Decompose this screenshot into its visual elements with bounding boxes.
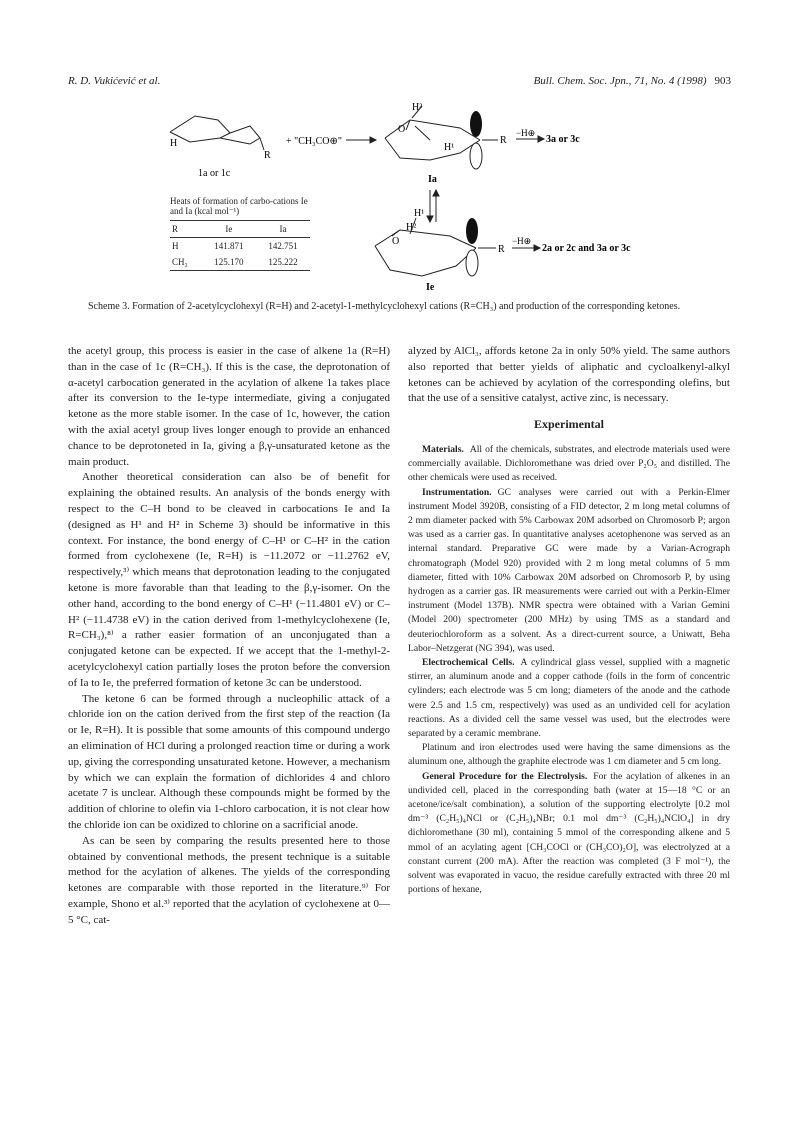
run-in-head: Instrumentation.: [422, 486, 492, 498]
paragraph-procedure: [408, 770, 730, 898]
scheme-label-ia: Ia: [428, 174, 437, 185]
paragraph: As can be seen by comparing the results presented here to those obtained by conventional methods, the present technique is a suitable method for the acylation of alkenes. The yields of the corresponding ketones are comparable with those reported in the literature.⁹⁾ For example, Shono et al.³⁾ reported that the acylation of cyclohexene at 0—5 °C, cat-: [68, 834, 390, 926]
paragraph-text: For the acylation of alkenes in an undivided cell, placed in the corresponding bath (water at 15—18 °C or an acetone/ice/salt combination), a solution of the supporting electrolyte [0.2 mol dm⁻³ (C₂H₅)₄NCl or (C₂H₅)₄NBr; 0.1 mol dm⁻³ (C₂H₅)₄NClO₄] in dry dichloromethane (30 ml), containing 5 mmol of the corresponding alkene and 5 mmol of an acylating agent [CH₃COCl or (CH₃CO)₂O], was electrolyzed at a constant current (200 mA). After the reaction was completed (3 F mol⁻¹), the solvent was evaporated in vacuo, the residue carefully extracted with three 20 ml portions of hexane,: [408, 770, 730, 896]
page-number: 903: [714, 75, 731, 87]
equilibrium-arrows: [427, 190, 439, 222]
table-row: [170, 238, 310, 255]
running-header-journal: [534, 75, 731, 87]
heat-col-r: R: [172, 224, 179, 234]
paragraph: Another theoretical consideration can also be of benefit for explaining the obtained results. An analysis of the bonds energy with respect to the C–H bond to be cleaved in carbocations Ie and Ia (designed as H¹ and H² in Scheme 3) should be informative in this context. For instance, the bond energy of C–H¹ or C–H² in the cation formed from cyclohexene (Ie, R=H) is −11.2072 or −11.2762 eV, respectively,³⁾ which means that deprotonation leading to the conjugated ketone is more favorable than that leading to the β,γ-isomer. On the other hand, according to the bond energy of C–H¹ (−11.4801 eV) or C–H² (−11.4738 eV) in the cation derived from 1-methylcyclohexene (Ie, R=CH₃),⁸⁾ a rather easier formation of an unconjugated than a conjugated ketone can be expected. If we accept that the 1-methyl-2-acetylcyclohexyl cation partially loses the proton before the conversion of Ia to Ie, the preferred formation of ketone 3c can be understood.: [68, 471, 390, 689]
section-heading-experimental: Experimental: [534, 417, 604, 432]
scheme-product-top: 3a or 3c: [546, 134, 580, 145]
scheme-label-h2-top: H²: [412, 102, 423, 113]
paragraph: alyzed by AlCl₃, affords ketone 2a in only 50% yield. The same authors also reported that better yields of aliphatic and cycloalkenyl-alkyl ketones can be achieved by acylation of the corresponding olefins, but that the use of a sensitive catalyst, active zinc, is necessary.: [408, 345, 730, 405]
table-cell: 142.751: [268, 241, 298, 251]
heat-col-ia: Ia: [279, 224, 287, 234]
table-cell: 141.871: [214, 241, 244, 251]
paragraph-cells-2: Platinum and iron electrodes used were having the same dimensions as the aluminum one, although the graphite electrode was 1 cm diameter and 5 cm long.: [408, 742, 730, 768]
table-cell: CH₃: [172, 257, 188, 267]
scheme-label-o-top: O: [398, 124, 406, 135]
scheme-product-bottom: 2a or 2c and 3a or 3c: [542, 243, 631, 254]
paragraph: The ketone 6 can be formed through a nucleophilic attack of a chloride ion on the cation derived from the first step of the reaction (Ia or Ie, R=H). It is possible that some amounts of this compound undergo an elimination of HCl during a prolonged reaction time or during a work up, giving the corresponding unsaturated ketone. However, a mechanism by which we can explain the formation of dichlorides 4 and chloro acetate 7 is unclear. Although these compounds might be formed by the addition of chlorine to olefin via 1-chloro carbocation, it is not clear how the chloride ion can be oxidized to chlorine on a sacrificial anode.: [68, 692, 390, 831]
scheme-reagent: + "CH₃CO⊕": [286, 136, 342, 147]
scheme-label-r-top: R: [500, 135, 507, 146]
scheme-label-h1-bottom: H¹: [414, 208, 425, 219]
scheme-caption: Scheme 3. Formation of 2-acetylcyclohexyl (R=H) and 2-acetyl-1-methylcyclohexyl cations (R=CH₃) and production of the corresponding ketones.: [88, 301, 681, 312]
left-column: [68, 344, 390, 928]
paragraph-text: All of the chemicals, substrates, and electrode materials used were commercially available. Dichloromethane was dried over P₂O₅ and distilled. The other chemicals were used as received.: [408, 443, 730, 484]
scheme-label-h-left: H: [170, 138, 178, 149]
p-orbital-top: [470, 111, 482, 169]
paragraph-instrumentation: [408, 486, 730, 656]
scheme-label-1a-1c: 1a or 1c: [198, 168, 231, 179]
table-cell: 125.170: [214, 257, 244, 267]
table-cell: 125.222: [268, 257, 298, 267]
scheme-label-ie: Ie: [426, 282, 435, 293]
journal-citation: Bull. Chem. Soc. Jpn., 71, No. 4 (1998): [533, 75, 707, 87]
scheme-label-o-bottom: O: [392, 236, 400, 247]
scheme-label-r-left: R: [264, 150, 271, 161]
table-cell: H: [172, 241, 179, 251]
paragraph-cells: [408, 656, 730, 741]
heat-col-ie: Ie: [225, 224, 233, 234]
heat-table-header-row: [170, 221, 310, 238]
running-header-authors: R. D. Vukićević et al.: [68, 75, 161, 87]
alkene-structure: [170, 116, 264, 150]
scheme-label-h2-bottom: H²: [406, 222, 417, 233]
run-in-head: General Procedure for the Electrolysis.: [422, 770, 588, 782]
paragraph-text: GC analyses were carried out with a Perkin-Elmer instrument Model 3920B, consisting of a FID detector, 2 m long metal columns of 2 mm diameter packed with 5% Carbowax 20M adsorbed on Chromosorb P; argon was used as a carrier gas. In quantitative analyses acetophenone was served as an internal standard. Preparative GC were made by a Varian-Acrograph chromatograph (Model 920) provided with 2 m long metal columns of 5 mm diameter, fitted with 10% Carbowax 20M adsorbed on Chromosorb P, by using hydrogen as a carrier gas. IR measurements were carried out with a Perkin-Elmer instrument (Model 137B). NMR spectra were obtained with a Varian Gemini (Model 200) spectrometer (200 MHz) by using TMS as a standard and deuteriochloroform as a solvent. As a direct-current source, a Uniwatt, Beha Labor–Netzgerat (NG 394), was used.: [408, 486, 730, 654]
heat-table: [170, 220, 310, 271]
run-in-head: Materials.: [422, 443, 464, 455]
scheme-elim-top: −H⊕: [516, 128, 536, 138]
heats-of-formation-table: [170, 196, 310, 271]
right-column: [408, 344, 730, 897]
scheme-label-r-bottom: R: [498, 244, 505, 255]
paragraph-text: A cylindrical glass vessel, supplied with a magnetic stirrer, an aluminum anode and a copper cathode (foils in the form of concentric cylinders; each electrode was 5 cm long; diameters of the anode and the cathode were 2.5 and 1.5 cm, respectively) was used as an undivided cell for acylation reactions. As a divided cell the same vessel was used, but the electrodes were separated by a ceramic membrane.: [408, 657, 730, 740]
experimental-section: [408, 443, 730, 898]
heat-table-title: Heats of formation of carbo-cations Ie and Ia (kcal mol⁻¹): [170, 196, 308, 216]
reaction-arrow-top: [346, 137, 376, 143]
paragraph: the acetyl group, this process is easier in the case of alkene 1a (R=H) than in the case of 1c (R=CH₃). If this is the case, the deprotonation of α-acetyl carbocation generated in the acylation of alkene 1a takes place after its conversion to the Ie-type intermediate, giving a conjugated ketone as the more stable isomer. In the case of 1c, however, the cation with the axial acetyl group lives longer enough to provide an enhanced chance to be deprotoneted in Ia, giving a β,γ-unsaturated ketone as the main product.: [68, 345, 390, 468]
run-in-head: Electrochemical Cells.: [422, 657, 515, 669]
scheme-elim-bottom: −H⊕: [512, 236, 532, 246]
p-orbital-bottom: [466, 218, 478, 276]
table-row: [170, 254, 310, 271]
paragraph-materials: [408, 443, 730, 486]
scheme-label-h1-top: H¹: [444, 142, 455, 153]
